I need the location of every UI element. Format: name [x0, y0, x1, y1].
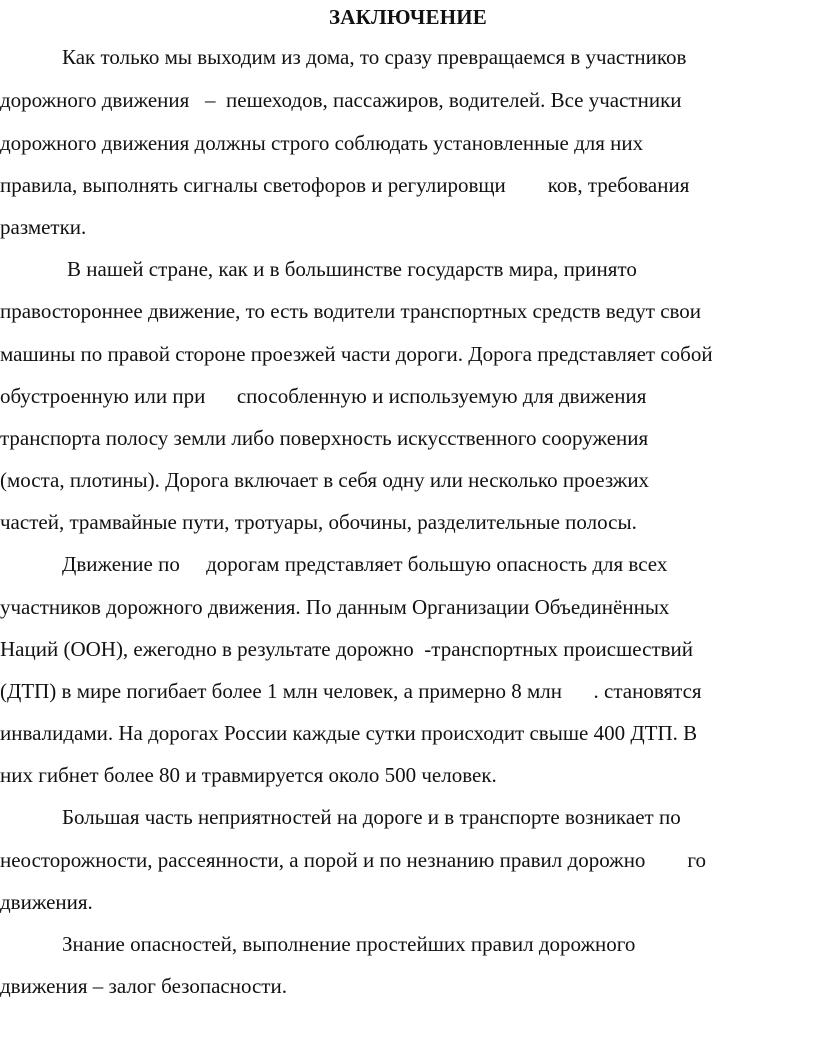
- text-line: дорожного движения должны строго соблюдать установленные для них: [0, 131, 644, 155]
- text-line: машины по правой стороне проезжей части дороги. Дорога представляет собой: [0, 342, 713, 366]
- text-line: движения.: [0, 890, 93, 914]
- text-line: дорожного движения – пешеходов, пассажиров, водителей. Все участники: [0, 88, 682, 112]
- text-line: Наций (ООН), ежегодно в результате дорожно -транспортных происшествий: [0, 637, 694, 661]
- text-line: правостороннее движение, то есть водители транспортных средств ведут свои: [0, 299, 702, 323]
- text-line: Большая часть неприятностей на дороге и в транспорте возникает по: [62, 805, 681, 829]
- text-line: них гибнет более 80 и травмируется около 500 человек.: [0, 763, 497, 787]
- text-line: движения – залог безопасности.: [0, 974, 287, 998]
- text-line: неосторожности, рассеянности, а порой и по незнанию правил дорожно го: [0, 848, 707, 872]
- text-line: частей, трамвайные пути, тротуары, обочины, разделительные полосы.: [0, 510, 637, 534]
- text-line: правила, выполнять сигналы светофоров и регулировщи ков, требования: [0, 173, 690, 197]
- document-title: ЗАКЛЮЧЕНИЕ: [328, 5, 488, 29]
- text-line: обустроенную или при способленную и используемую для движения: [0, 384, 647, 408]
- text-line: участников дорожного движения. По данным Организации Объединённых: [0, 595, 670, 619]
- text-line: инвалидами. На дорогах России каждые сутки происходит свыше 400 ДТП. В: [0, 721, 698, 745]
- text-line: Движение по дорогам представляет большую опасность для всех: [62, 552, 668, 576]
- text-line: Знание опасностей, выполнение простейших правил дорожного: [62, 932, 636, 956]
- text-line: (ДТП) в мире погибает более 1 млн человек, а примерно 8 млн . становятся: [0, 679, 702, 703]
- text-line: В нашей стране, как и в большинстве государств мира, принято: [67, 257, 637, 281]
- text-line: разметки.: [0, 215, 87, 239]
- text-line: (моста, плотины). Дорога включает в себя одну или несколько проезжих: [0, 468, 650, 492]
- text-line: транспорта полосу земли либо поверхность искусственного сооружения: [0, 426, 649, 450]
- text-line: Как только мы выходим из дома, то сразу превращаемся в участников: [62, 45, 687, 69]
